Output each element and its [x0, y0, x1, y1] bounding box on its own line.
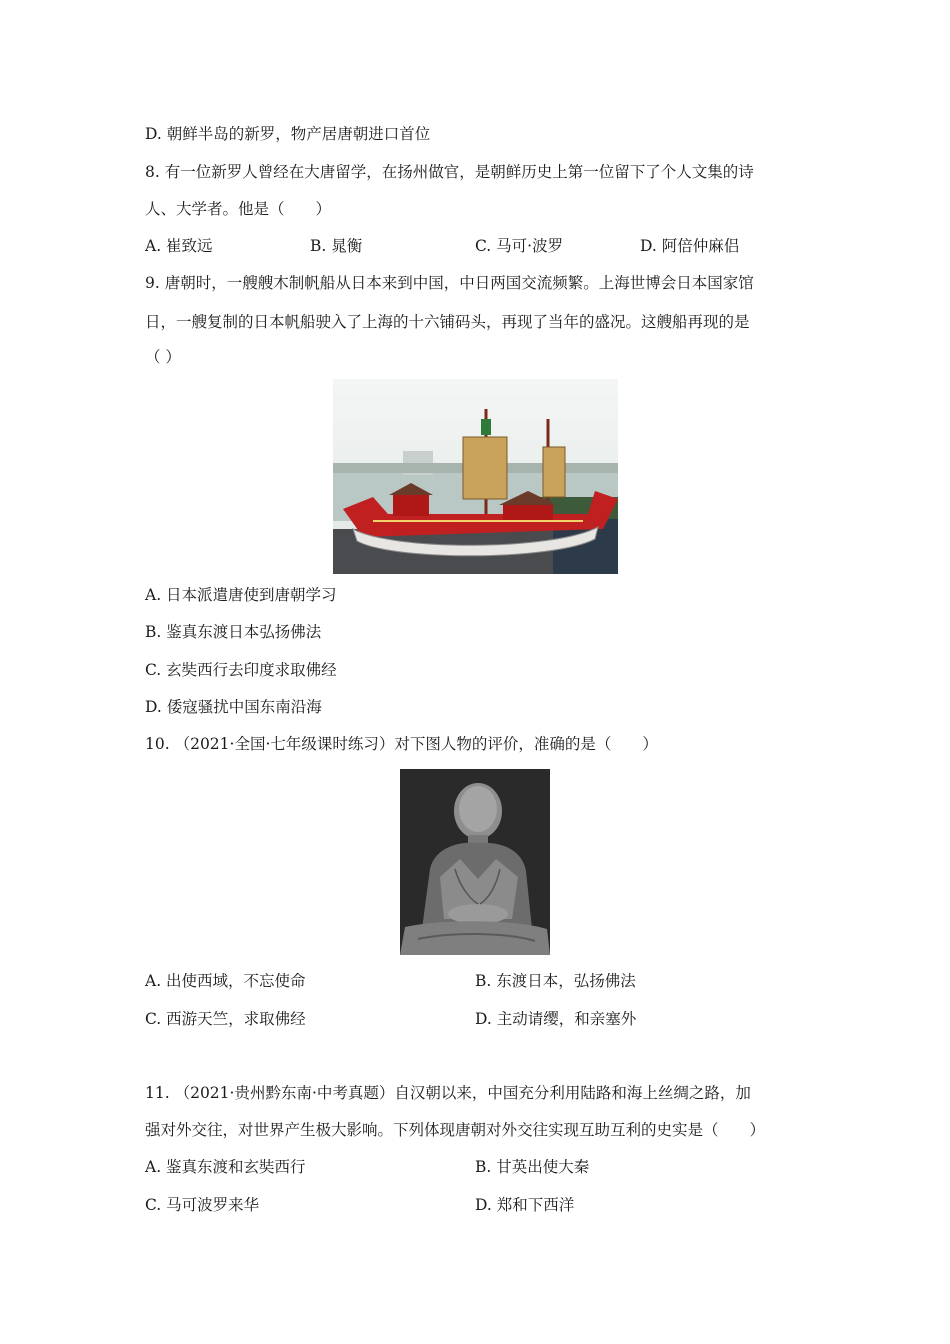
q8-option-d: D. 阿倍仲麻侣: [640, 237, 740, 255]
q8-option-c: C. 马可·波罗: [475, 237, 564, 255]
q11-option-d: D. 郑和下西洋: [475, 1196, 575, 1214]
q7-option-d: D. 朝鲜半岛的新罗，物产居唐朝进口首位: [145, 125, 431, 143]
q11-stem-line1: 11. （2021·贵州黔东南·中考真题）自汉朝以来，中国充分利用陆路和海上丝绸之路，加: [145, 1084, 751, 1102]
q11-option-b: B. 甘英出使大秦: [475, 1158, 590, 1176]
q9-option-b: B. 鉴真东渡日本弘扬佛法: [145, 623, 322, 641]
q11-option-c: C. 马可波罗来华: [145, 1196, 260, 1214]
q9-stem-line2: 日，一艘复制的日本帆船驶入了上海的十六铺码头，再现了当年的盛况。这艘船再现的是: [145, 313, 750, 331]
ship-photo: [333, 379, 618, 574]
q10-option-a: A. 出使西域，不忘使命: [145, 972, 306, 990]
q9-option-d: D. 倭寇骚扰中国东南沿海: [145, 698, 322, 716]
q8-option-a: A. 崔致远: [145, 237, 213, 255]
q9-option-c: C. 玄奘西行去印度求取佛经: [145, 661, 337, 679]
q8-stem-line2: 人、大学者。他是（ ）: [145, 200, 332, 218]
q9-option-a: A. 日本派遣唐使到唐朝学习: [145, 586, 337, 604]
q10-option-c: C. 西游天竺，求取佛经: [145, 1010, 306, 1028]
q8-stem-line1: 8. 有一位新罗人曾经在大唐留学，在扬州做官，是朝鲜历史上第一位留下了个人文集的诗: [145, 163, 754, 181]
q11-stem-line2: 强对外交往，对世界产生极大影响。下列体现唐朝对外交往实现互助互利的史实是（ ）: [145, 1121, 766, 1139]
q10-stem: 10. （2021·全国·七年级课时练习）对下图人物的评价，准确的是（ ）: [145, 735, 658, 753]
q8-option-b: B. 晁衡: [310, 237, 363, 255]
q10-option-b: B. 东渡日本，弘扬佛法: [475, 972, 636, 990]
q10-option-d: D. 主动请缨，和亲塞外: [475, 1010, 637, 1028]
q9-stem-line3: （ ）: [145, 348, 181, 366]
q11-option-a: A. 鉴真东渡和玄奘西行: [145, 1158, 306, 1176]
monk-statue-photo: [400, 769, 550, 955]
q9-stem-line1: 9. 唐朝时，一艘艘木制帆船从日本来到中国，中日两国交流频繁。上海世博会日本国家馆: [145, 274, 754, 292]
